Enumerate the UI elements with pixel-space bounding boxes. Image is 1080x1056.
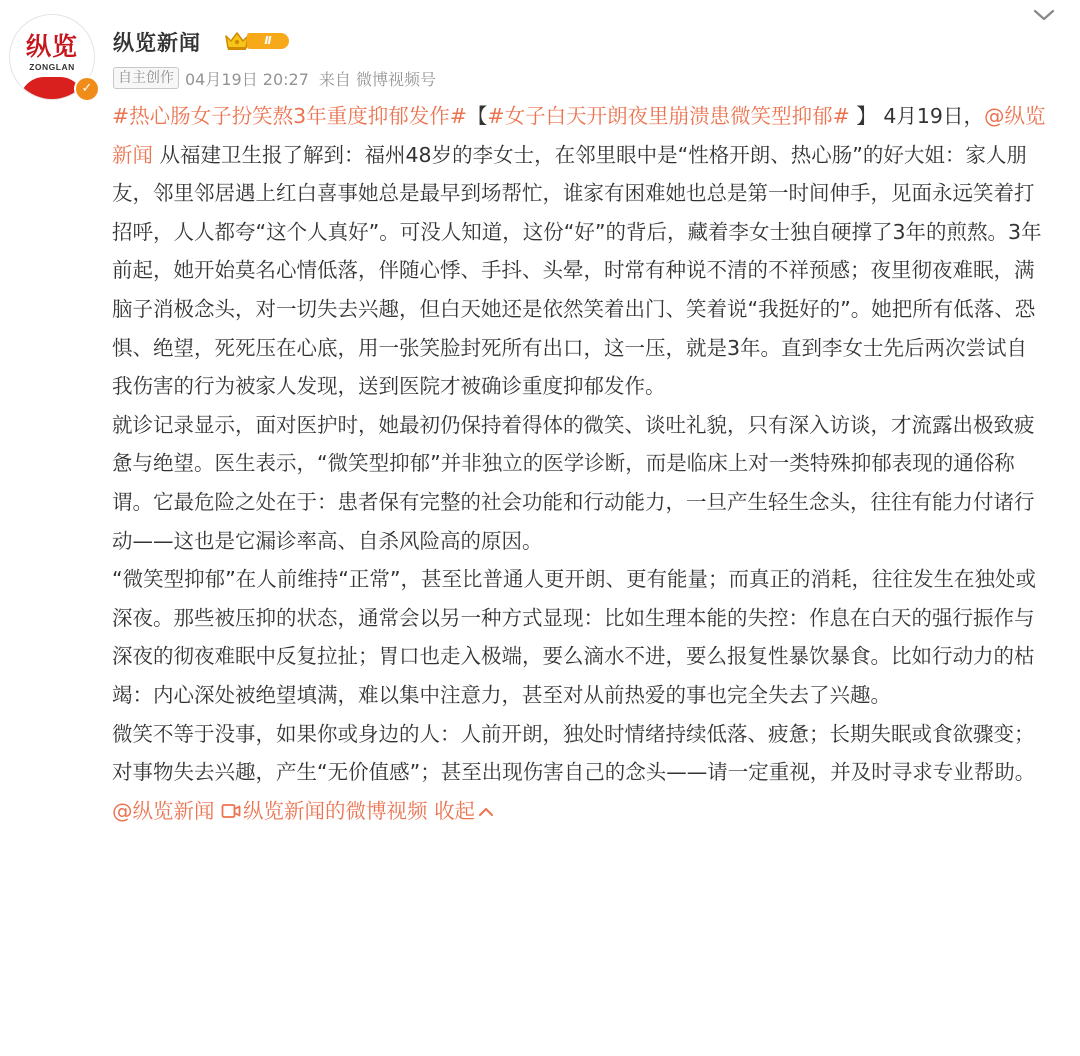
post-meta (113, 66, 436, 90)
video-link-label: 纵览新闻的微博视频 (243, 798, 428, 823)
post-paragraph-4 (112, 715, 1047, 831)
vip-level: Ⅱ (247, 33, 289, 49)
post-text: 微笑不等于没事，如果你或身边的人：人前开朗，独处时情绪持续低落、疲惫；长期失眠或食欲骤变；对事物失去兴趣，产生“无价值感”；甚至出现伤害自己的念头——请一定重视，并及时寻求专业帮助。 (112, 721, 1036, 785)
post-text: 4月19日， (876, 104, 984, 128)
post-source[interactable]: 来自 微博视频号 (318, 69, 437, 89)
chevron-down-icon[interactable] (1031, 6, 1057, 24)
video-link[interactable] (221, 799, 428, 823)
collapse-button[interactable] (434, 799, 494, 823)
verified-icon: ✓ (74, 76, 100, 102)
author-name[interactable]: 纵览新闻 (113, 31, 201, 55)
mention-link[interactable]: @纵览新闻 (112, 798, 215, 823)
post-paragraph-2: 就诊记录显示，面对医护时，她最初仍保持着得体的微笑、谈吐礼貌，只有深入访谈，才流露出极致疲惫与绝望。医生表示，“微笑型抑郁”并非独立的医学诊断，而是临床上对一类特殊抑郁表现的通俗称谓。它最危险之处在于：患者保有完整的社会功能和行动能力，一旦产生轻生念头，往往有能力付诸行动——这也是它漏诊率高、自杀风险高的原因。 (112, 412, 1035, 553)
collapse-label: 收起 (434, 798, 476, 823)
post-timestamp[interactable]: 04月19日 20:27 (185, 69, 309, 89)
avatar-logo-text: 纵览 (25, 32, 78, 61)
video-icon (221, 802, 241, 820)
post-content (112, 97, 1047, 830)
post-text: 从福建卫生报了解到：福州48岁的李女士，在邻里眼中是“性格开朗、热心肠”的好大姐：家人朋友，邻里邻居遇上红白喜事她总是最早到场帮忙，谁家有困难她也总是第一时间伸手，见面永远笑着打招呼，人人都夸“这个人真好”。可没人知道，这份“好”的背后，藏着李女士独自硬撑了3年的煎熬。3年前起，她开始莫名心情低落，伴随心悸、手抖、头晕，时常有种说不清的不祥预感；夜里彻夜难眠，满脑子消极念头，对一切失去兴趣，但白天她还是依然笑着出门、笑着说“我挺好的”。她把所有低落、恐惧、绝望，死死压在心底，用一张笑脸封死所有出口，这一压，就是3年。直到李女士先后两次尝试自我伤害的行为被家人发现，送到医院才被确诊重度抑郁发作。 (112, 142, 1042, 399)
vip-badge[interactable] (223, 30, 293, 52)
post-paragraph-3: “微笑型抑郁”在人前维持“正常”，甚至比普通人更开朗、更有能量；而真正的消耗，往往发生在独处或深夜。那些被压抑的状态，通常会以另一种方式显现：比如生理本能的失控：作息在白天的强行振作与深夜的彻夜难眠中反复拉扯；胃口也走入极端，要么滴水不进，要么报复性暴饮暴食。比如行动力的枯竭：内心深处被绝望填满，难以集中注意力，甚至对从前热爱的事也完全失去了兴趣。 (112, 567, 1036, 707)
topic-link-2[interactable]: #女子白天开朗夜里崩溃患微笑型抑郁# (487, 104, 850, 128)
bracket-open: 【 (466, 104, 488, 128)
post-paragraph-1 (112, 97, 1047, 406)
mention-link[interactable]: @纵览新闻 (112, 104, 1046, 167)
original-badge: 自主创作 (113, 67, 179, 89)
collapse-caret-icon (478, 806, 494, 818)
avatar-logo-subtext: ZONGLAN (29, 62, 75, 72)
topic-link-1[interactable]: #热心肠女子扮笑熬3年重度抑郁发作# (112, 104, 467, 128)
bracket-close: 】 (849, 104, 877, 128)
